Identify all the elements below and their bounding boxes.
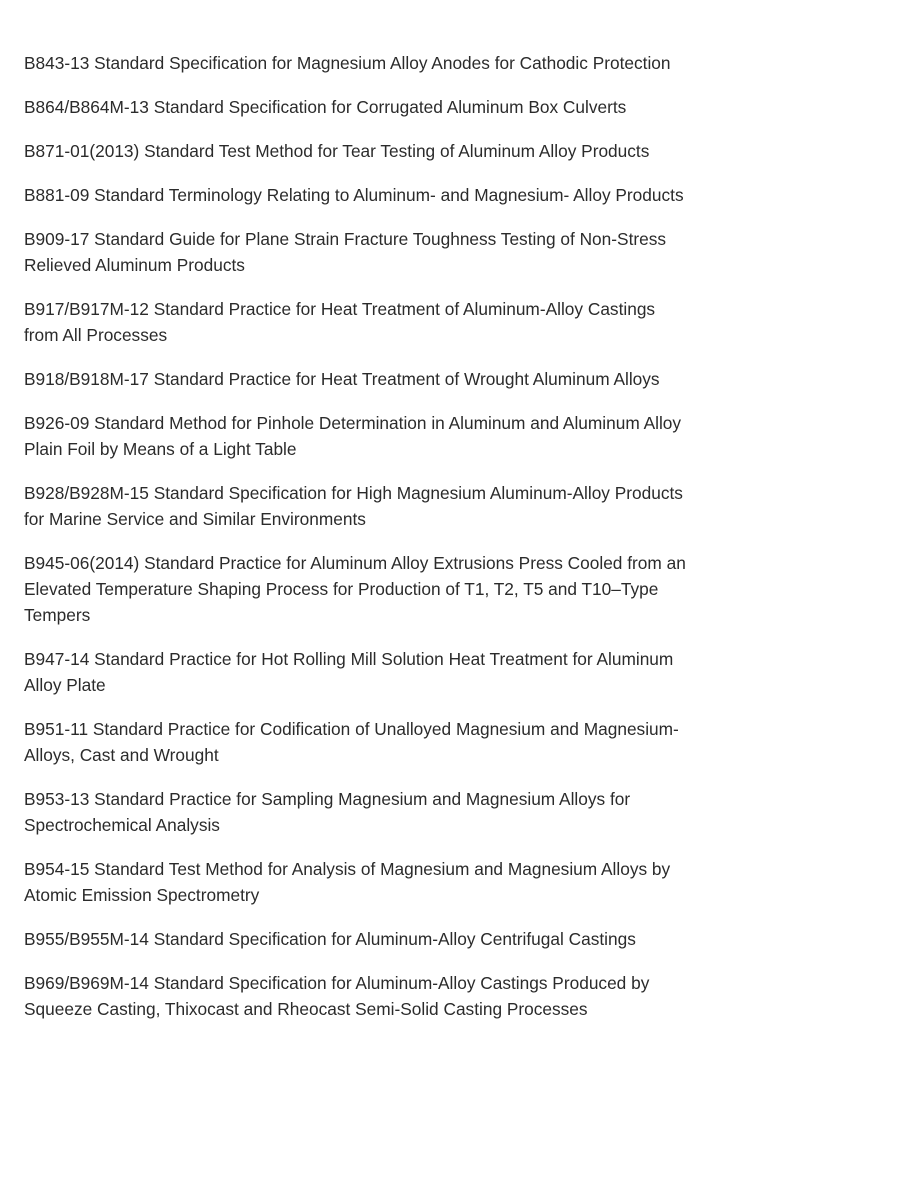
standard-entry: B969/B969M-14 Standard Specification for Aluminum-Alloy Castings Produced by Squeeze Casting, Thixocast and Rheocast Semi-Solid Casting Processes [24, 973, 650, 1019]
standard-entry: B926-09 Standard Method for Pinhole Determination in Aluminum and Aluminum Alloy Plain Foil by Means of a Light Table [24, 413, 682, 459]
standard-entry: B881-09 Standard Terminology Relating to Aluminum- and Magnesium- Alloy Products [24, 185, 684, 205]
standard-entry: B864/B864M-13 Standard Specification for Corrugated Aluminum Box Culverts [24, 97, 627, 117]
standard-entry: B955/B955M-14 Standard Specification for Aluminum-Alloy Centrifugal Castings [24, 929, 636, 949]
standard-entry: B947-14 Standard Practice for Hot Rolling Mill Solution Heat Treatment for Aluminum Alloy Plate [24, 649, 674, 695]
standard-entry: B945-06(2014) Standard Practice for Aluminum Alloy Extrusions Press Cooled from an Elevated Temperature Shaping Process for Production of T1, T2, T5 and T10–Type Tempers [24, 553, 686, 625]
standard-entry: B928/B928M-15 Standard Specification for High Magnesium Aluminum-Alloy Products for Marine Service and Similar Environments [24, 483, 683, 529]
standard-entry: B954-15 Standard Test Method for Analysis of Magnesium and Magnesium Alloys by Atomic Emission Spectrometry [24, 859, 671, 905]
standards-list [24, 50, 694, 1040]
standard-entry: B951-11 Standard Practice for Codification of Unalloyed Magnesium and Magnesium-Alloys, Cast and Wrought [24, 719, 679, 765]
standard-entry: B917/B917M-12 Standard Practice for Heat Treatment of Aluminum-Alloy Castings from All Processes [24, 299, 656, 345]
standard-entry: B909-17 Standard Guide for Plane Strain Fracture Toughness Testing of Non-Stress Relieved Aluminum Products [24, 229, 667, 275]
standard-entry: B953-13 Standard Practice for Sampling Magnesium and Magnesium Alloys for Spectrochemical Analysis [24, 789, 631, 835]
standard-entry: B918/B918M-17 Standard Practice for Heat Treatment of Wrought Aluminum Alloys [24, 369, 660, 389]
standard-entry: B843-13 Standard Specification for Magnesium Alloy Anodes for Cathodic Protection [24, 53, 671, 73]
standard-entry: B871-01(2013) Standard Test Method for Tear Testing of Aluminum Alloy Products [24, 141, 650, 161]
